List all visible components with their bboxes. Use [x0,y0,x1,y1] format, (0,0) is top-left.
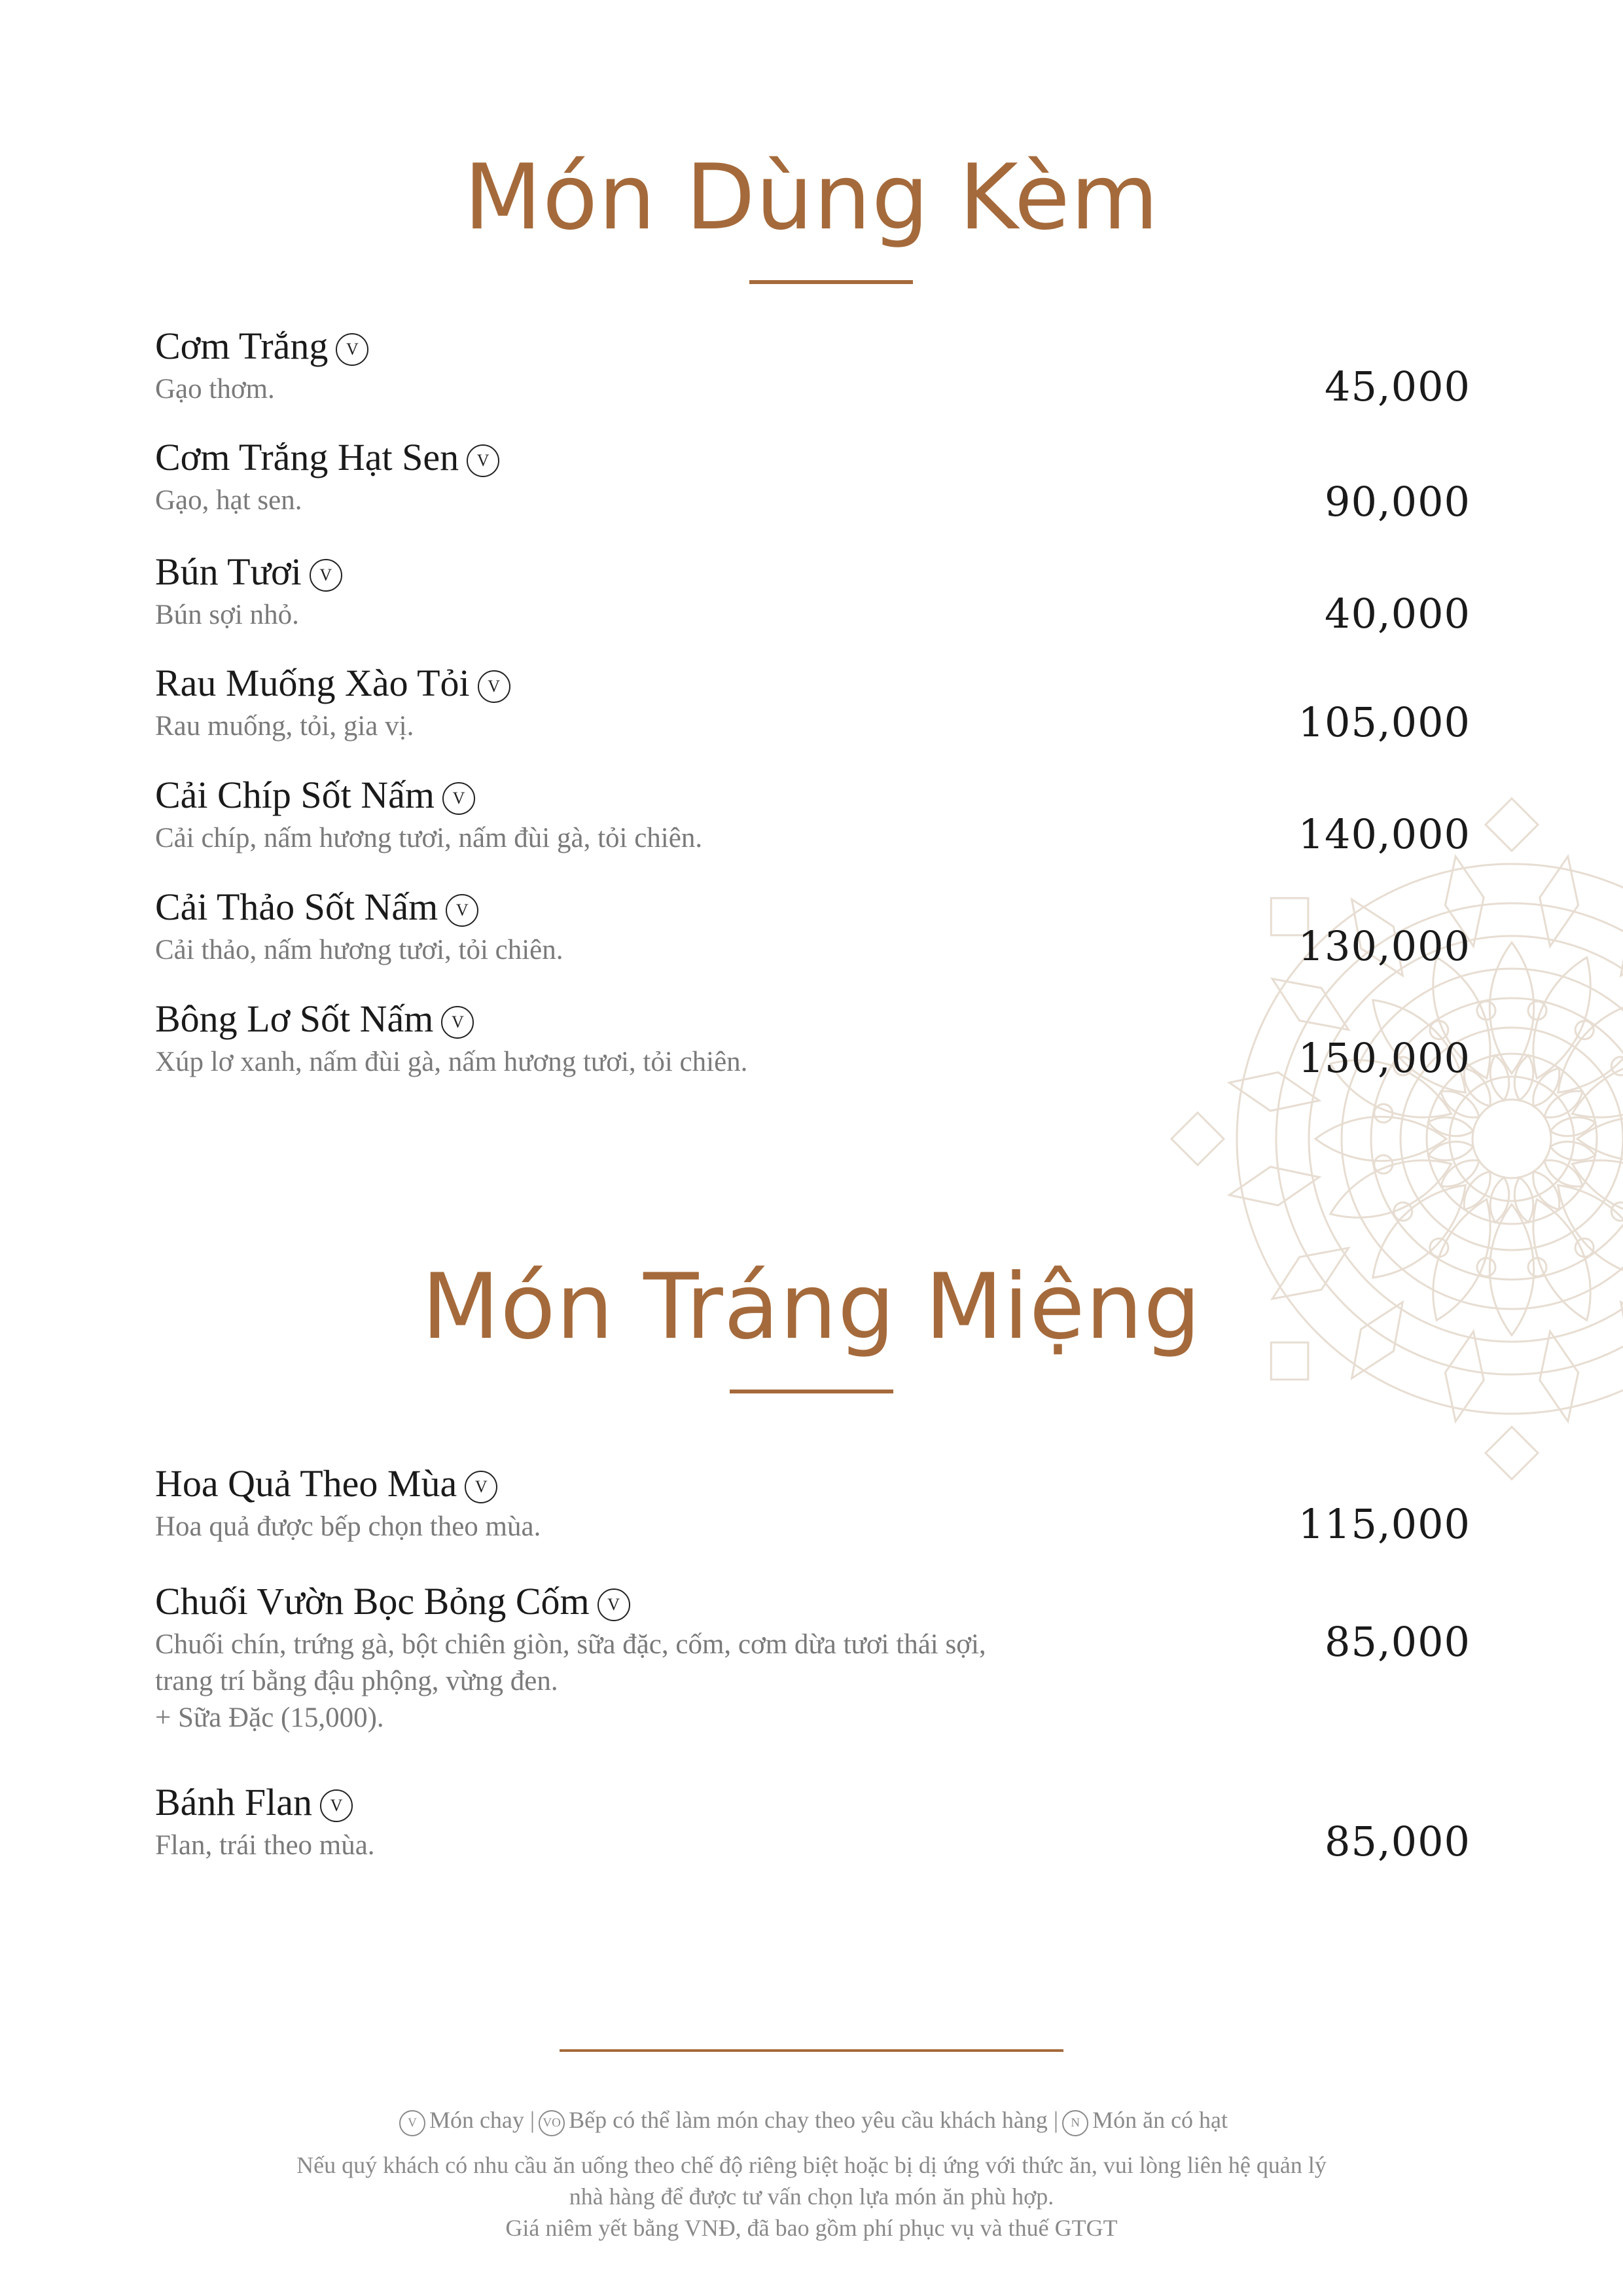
menu-item-chuoi-vuon-boc-bong-com [155,1580,1471,1736]
item-name: Bông Lơ Sốt Nấm [155,997,434,1040]
item-name-row [155,550,1471,593]
dietary-legend [0,2106,1623,2136]
item-name-row [155,327,1471,366]
item-description: Cải thảo, nấm hương tươi, tỏi chiên. [155,935,563,965]
section-title-underline [730,1390,893,1393]
item-price: 140,000 [1298,810,1471,858]
item-price: 85,000 [1325,1618,1471,1666]
section-title-sides: Món Dùng Kèm [463,145,1160,250]
vegetarian-badge-icon: V [478,670,510,703]
section-title-underline [749,280,913,284]
vegetarian-badge-icon: V [310,559,342,592]
item-description: Xúp lơ xanh, nấm đùi gà, nấm hương tươi, tỏi chiên. [155,1047,748,1077]
item-price: 85,000 [1325,1818,1471,1865]
item-description-line-2: trang trí bằng đậu phộng, vừng đen. [155,1666,558,1696]
item-description: Cải chíp, nấm hương tươi, nấm đùi gà, tỏi chiên. [155,823,703,853]
vegetarian-badge-icon: V [465,1471,497,1503]
vegetarian-badge-icon: V [442,782,475,815]
menu-item-cai-thao-sot-nam [155,888,1471,969]
allergy-note-line-2: nhà hàng để được tư vấn chọn lựa món ăn phù hợp. [569,2183,1054,2210]
item-name: Bún Tươi [155,550,302,593]
menu-item-cai-chip-sot-nam [155,776,1471,857]
legend-label-nuts: Món ăn có hạt [1092,2107,1228,2133]
item-name-row [155,888,1471,927]
item-name-row [155,776,1471,815]
menu-item-hoa-qua-theo-mua [155,1462,1471,1548]
item-name: Bánh Flan [155,1781,313,1823]
menu-item-bun-tuoi [155,550,1471,637]
menu-item-com-trang [155,327,1471,408]
menu-item-com-trang-hat-sen [155,436,1471,526]
item-description: Gạo, hạt sen. [155,485,302,516]
vegetarian-badge-icon: V [336,333,368,366]
vegetarian-badge-icon: V [597,1588,630,1621]
item-name: Hoa Quả Theo Mùa [155,1462,457,1505]
item-name-row [155,1781,1471,1823]
legend-separator: | [1053,2107,1059,2133]
vegetarian-badge-icon: V [399,2110,425,2136]
item-price: 40,000 [1325,590,1471,637]
legend-label-vegetarian-option: Bếp có thể làm món chay theo yêu cầu khách hàng [569,2107,1048,2133]
item-name-row [155,1580,1471,1623]
vegetarian-option-badge-icon: VO [539,2110,565,2136]
item-description: Rau muống, tỏi, gia vị. [155,711,414,742]
menu-item-banh-flan [155,1781,1471,1865]
vegetarian-badge-icon: V [320,1789,353,1822]
item-name-row [155,664,1471,703]
vegetarian-badge-icon: V [441,1006,474,1039]
item-description: Bún sợi nhỏ. [155,600,299,630]
legend-label-vegetarian: Món chay [429,2107,524,2133]
item-price: 45,000 [1325,363,1471,410]
item-price: 150,000 [1298,1034,1471,1082]
item-description-line-1: Chuối chín, trứng gà, bột chiên giòn, sữa đặc, cốm, cơm dừa tươi thái sợi, [155,1629,986,1660]
legend-separator: | [529,2107,535,2133]
item-price: 115,000 [1298,1500,1471,1548]
item-description: Gạo thơm. [155,374,275,404]
menu-item-rau-muong-xao-toi [155,664,1471,745]
item-description: Flan, trái theo mùa. [155,1830,375,1861]
item-name: Cải Thảo Sốt Nấm [155,886,438,928]
menu-item-bong-lo-sot-nam [155,997,1471,1082]
item-price: 130,000 [1298,922,1471,970]
section-title-desserts: Món Tráng Miệng [421,1254,1202,1359]
vegetarian-badge-icon: V [446,894,478,927]
item-name: Chuối Vườn Bọc Bỏng Cốm [155,1580,590,1623]
item-name: Cải Chíp Sốt Nấm [155,774,435,816]
item-description-addon: + Sữa Đặc (15,000). [155,1702,384,1733]
allergy-note-line-1: Nếu quý khách có nhu cầu ăn uống theo chế độ riêng biệt hoặc bị dị ứng với thức ăn, vui lòng liên hệ quản lý [296,2152,1327,2178]
item-name-row [155,436,1471,478]
item-name: Rau Muống Xào Tỏi [155,662,470,704]
price-note: Giá niêm yết bằng VNĐ, đã bao gồm phí phục vụ và thuế GTGT [505,2215,1118,2241]
item-name: Cơm Trắng [155,325,329,367]
item-description: Hoa quả được bếp chọn theo mùa. [155,1511,541,1542]
item-price: 90,000 [1325,478,1471,526]
item-name-row [155,997,1471,1040]
nuts-badge-icon: N [1062,2110,1088,2136]
item-name-row [155,1462,1471,1505]
footer-divider [560,2049,1063,2052]
item-name: Cơm Trắng Hạt Sen [155,436,459,478]
vegetarian-badge-icon: V [467,444,499,477]
item-price: 105,000 [1298,698,1471,746]
